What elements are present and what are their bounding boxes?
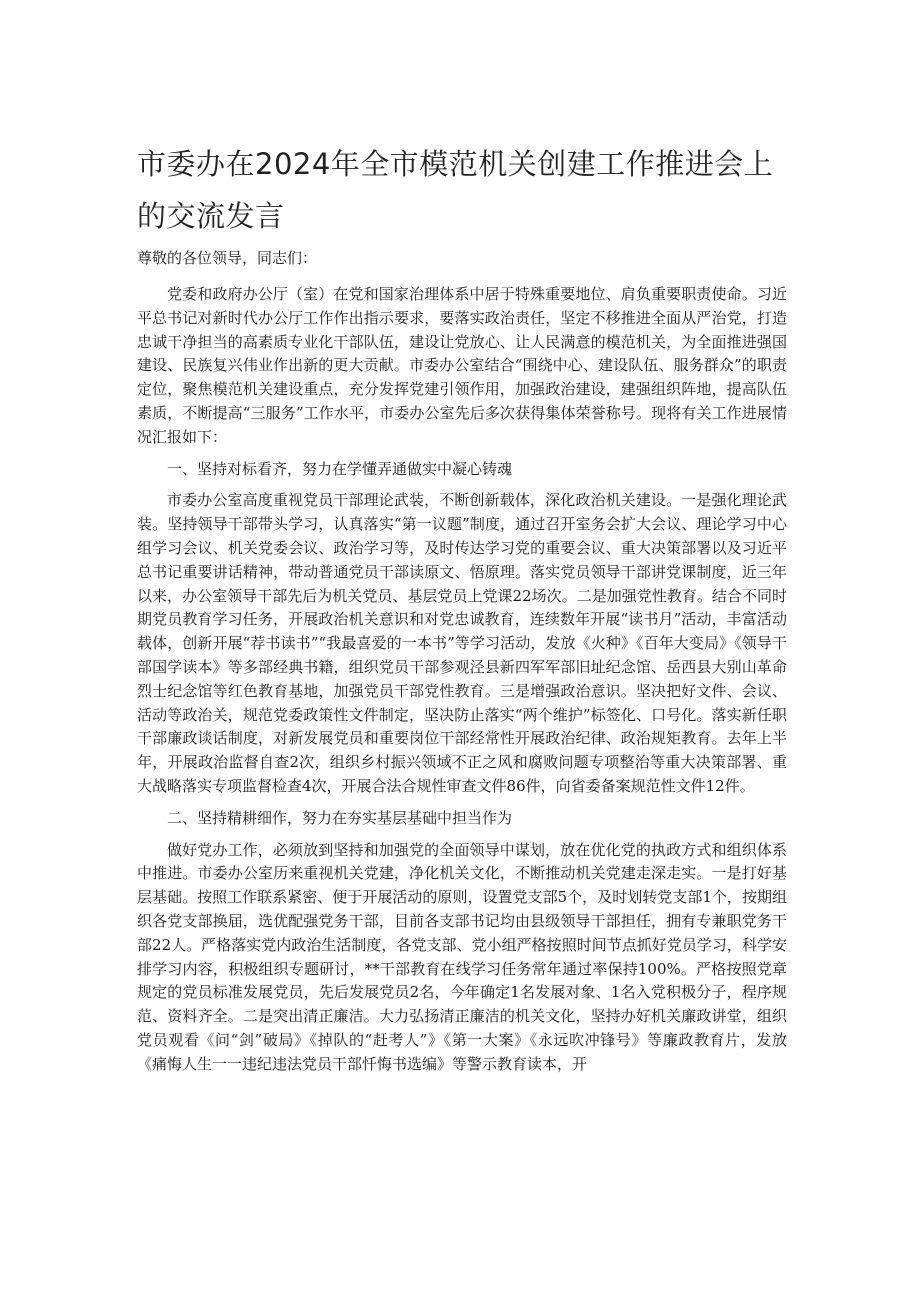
document-body <box>137 283 787 1077</box>
section-heading-1: 一、坚持对标看齐，努力在学懂弄通做实中凝心铸魂 <box>167 459 513 478</box>
paragraph-intro: 党委和政府办公厅（室）在党和国家治理体系中居于特殊重要地位、肩负重要职责使命。习近平总书记对新时代办公厅工作作出指示要求，要落实政治责任，坚定不移推进全面从严治党，打造忠诚干净担当的高素质专业化干部队伍，建设让党放心、让人民满意的模范机关，为全面推进强国建设、民族复兴伟业作出新的更大贡献。市委办公室结合“围绕中心、建设队伍、服务群众”的职责定位，聚焦模范机关建设重点，充分发挥党建引领作用，加强政治建设，建强组织阵地，提高队伍素质，不断提高“三服务”工作水平，市委办公室先后多次获得集体荣誉称号。现将有关工作进展情况汇报如下： <box>137 285 787 446</box>
paragraph-section-2: 做好党办工作，必须放到坚持和加强党的全面领导中谋划，放在优化党的执政方式和组织体系中推进。市委办公室历来重视机关党建，净化机关文化，不断推动机关党建走深走实。一是打好基层基础。按照工作联系紧密、便于开展活动的原则，设置党支部5个，及时划转党支部1个，按期组织各党支部换届，选优配强党务干部，目前各支部书记均由县级领导干部担任，拥有专兼职党务干部22人。严格落实党内政治生活制度，各党支部、党小组严格按照时间节点抓好党员学习，科学安排学习内容，积极组织专题研讨，**干部教育在线学习任务常年通过率保持100%。严格按照党章规定的党员标准发展党员，先后发展党员2名，今年确定1名发展对象、1名入党积极分子，程序规范、资料齐全。二是突出清正廉洁。大力弘扬清正廉洁的机关文化，坚持办好机关廉政讲堂，组织党员观看《问“剑”破局》《掉队的“赶考人”》《第一大案》《永远吹冲锋号》等廉政教育片，发放《痛悔人生一一违纪违法党员干部忏悔书选编》等警示教育读本，开 <box>137 840 787 1073</box>
section-heading-2: 二、坚持精耕细作，努力在夯实基层基础中担当作为 <box>167 808 513 827</box>
paragraph-section-1: 市委办公室高度重视党员干部理论武装，不断创新载体，深化政治机关建设。一是强化理论武装。坚持领导干部带头学习，认真落实“第一议题”制度，通过召开室务会扩大会议、理论学习中心组学习会议、机关党委会议、政治学习等，及时传达学习党的重要会议、重大决策部署以及习近平总书记重要讲话精神，带动普通党员干部读原文、悟原理。落实党员领导干部讲党课制度，近三年以来，办公室领导干部先后为机关党员、基层党员上党课22场次。二是加强党性教育。结合不同时期党员教育学习任务，开展政治机关意识和对党忠诚教育，连续数年开展“读书月”活动，丰富活动载体，创新开展“荐书读书”“我最喜爱的一本书”等学习活动，发放《火种》《百年大变局》《领导干部国学读本》等多部经典书籍，组织党员干部参观泾县新四军军部旧址纪念馆、岳西县大别山革命烈士纪念馆等红色教育基地，加强党员干部党性教育。三是增强政治意识。坚决把好文件、会议、活动等政治关，规范党委政策性文件制定，坚决防止落实“两个维护”标签化、口号化。落实新任职干部廉政谈话制度，对新发展党员和重要岗位干部经常性开展政治纪律、政治规矩教育。去年上半年，开展政治监督自查2次，组织乡村振兴领域不正之风和腐败问题专项整治等重大决策部署、重大战略落实专项监督检查4次，开展合法合规性审查文件86件，向省委备案规范性文件12件。 <box>137 491 787 795</box>
document-title: 市委办在2024年全市模范机关创建工作推进会上的交流发言 <box>137 147 774 233</box>
salutation: 尊敬的各位领导，同志们： <box>137 249 318 267</box>
